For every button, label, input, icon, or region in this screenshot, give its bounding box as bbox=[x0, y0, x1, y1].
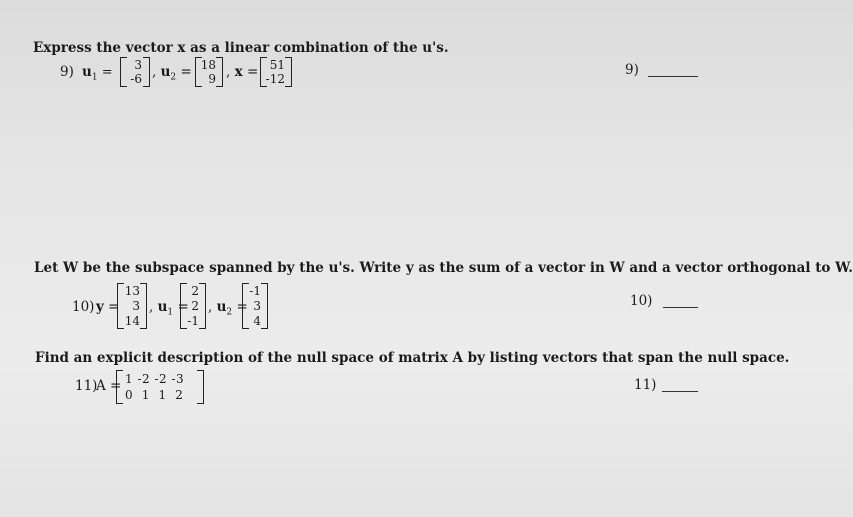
problem-10-u1-vector bbox=[180, 283, 206, 329]
answer-10-label: 10) bbox=[630, 293, 653, 309]
problem-9-number: 9) bbox=[60, 64, 74, 80]
problem-9-x-label: , x = bbox=[226, 64, 259, 80]
u1-entry-2: -6 bbox=[130, 72, 142, 86]
u1-entry-1: 3 bbox=[134, 58, 142, 72]
u2-entry-3: 4 bbox=[253, 314, 261, 328]
problem-9-u1-label: $u_1$ = bbox=[82, 64, 113, 83]
A-row-2: 0 1 1 2 bbox=[125, 388, 184, 402]
problem-10-y-vector bbox=[117, 283, 147, 329]
problem-11-A-matrix bbox=[116, 370, 204, 404]
answer-10-blank[interactable] bbox=[663, 307, 698, 308]
u1-entry-3: -1 bbox=[187, 314, 199, 328]
problem-9-u1-vector bbox=[120, 57, 150, 87]
u2-entry-1: -1 bbox=[249, 284, 261, 298]
u1-entry-1: 2 bbox=[191, 284, 199, 298]
x-entry-1: 51 bbox=[269, 58, 285, 72]
problem-9-u2-vector bbox=[195, 57, 223, 87]
u2-entry-2: 9 bbox=[208, 72, 216, 86]
problem-11-A-label: A = bbox=[96, 378, 122, 394]
problem-10-number: 10) bbox=[72, 299, 95, 315]
answer-11-label: 11) bbox=[634, 377, 657, 393]
u2-entry-1: 18 bbox=[200, 58, 216, 72]
y-entry-3: 14 bbox=[124, 314, 140, 328]
y-entry-1: 13 bbox=[124, 284, 140, 298]
problem-10-u2-vector bbox=[242, 283, 268, 329]
problem-11-instruction: Find an explicit description of the null space of matrix A by listing vectors that span the null space. bbox=[35, 350, 790, 366]
y-entry-2: 3 bbox=[132, 299, 140, 313]
u2-entry-2: 3 bbox=[253, 299, 261, 313]
u1-entry-2: 2 bbox=[191, 299, 199, 313]
problem-10-u2-label: , $u_2$ = bbox=[208, 299, 248, 318]
answer-11-blank[interactable] bbox=[662, 391, 698, 392]
problem-10-instruction: Let W be the subspace spanned by the u's. Write y as the sum of a vector in W and a vector orthogonal to W. bbox=[34, 260, 853, 276]
problem-10-y-label: y = bbox=[96, 299, 120, 315]
problem-9-u2-label: , $u_2$ = bbox=[152, 64, 192, 83]
answer-9-blank[interactable] bbox=[648, 76, 698, 77]
problem-10-u1-label: , $u_1$ = bbox=[149, 299, 189, 318]
A-row-1: 1 -2 -2 -3 bbox=[125, 372, 185, 386]
problem-9-x-vector bbox=[260, 57, 292, 87]
problem-11-number: 11) bbox=[75, 378, 98, 394]
x-entry-2: -12 bbox=[265, 72, 285, 86]
problem-9-instruction: Express the vector x as a linear combination of the u's. bbox=[33, 40, 449, 56]
answer-9-label: 9) bbox=[625, 62, 639, 78]
